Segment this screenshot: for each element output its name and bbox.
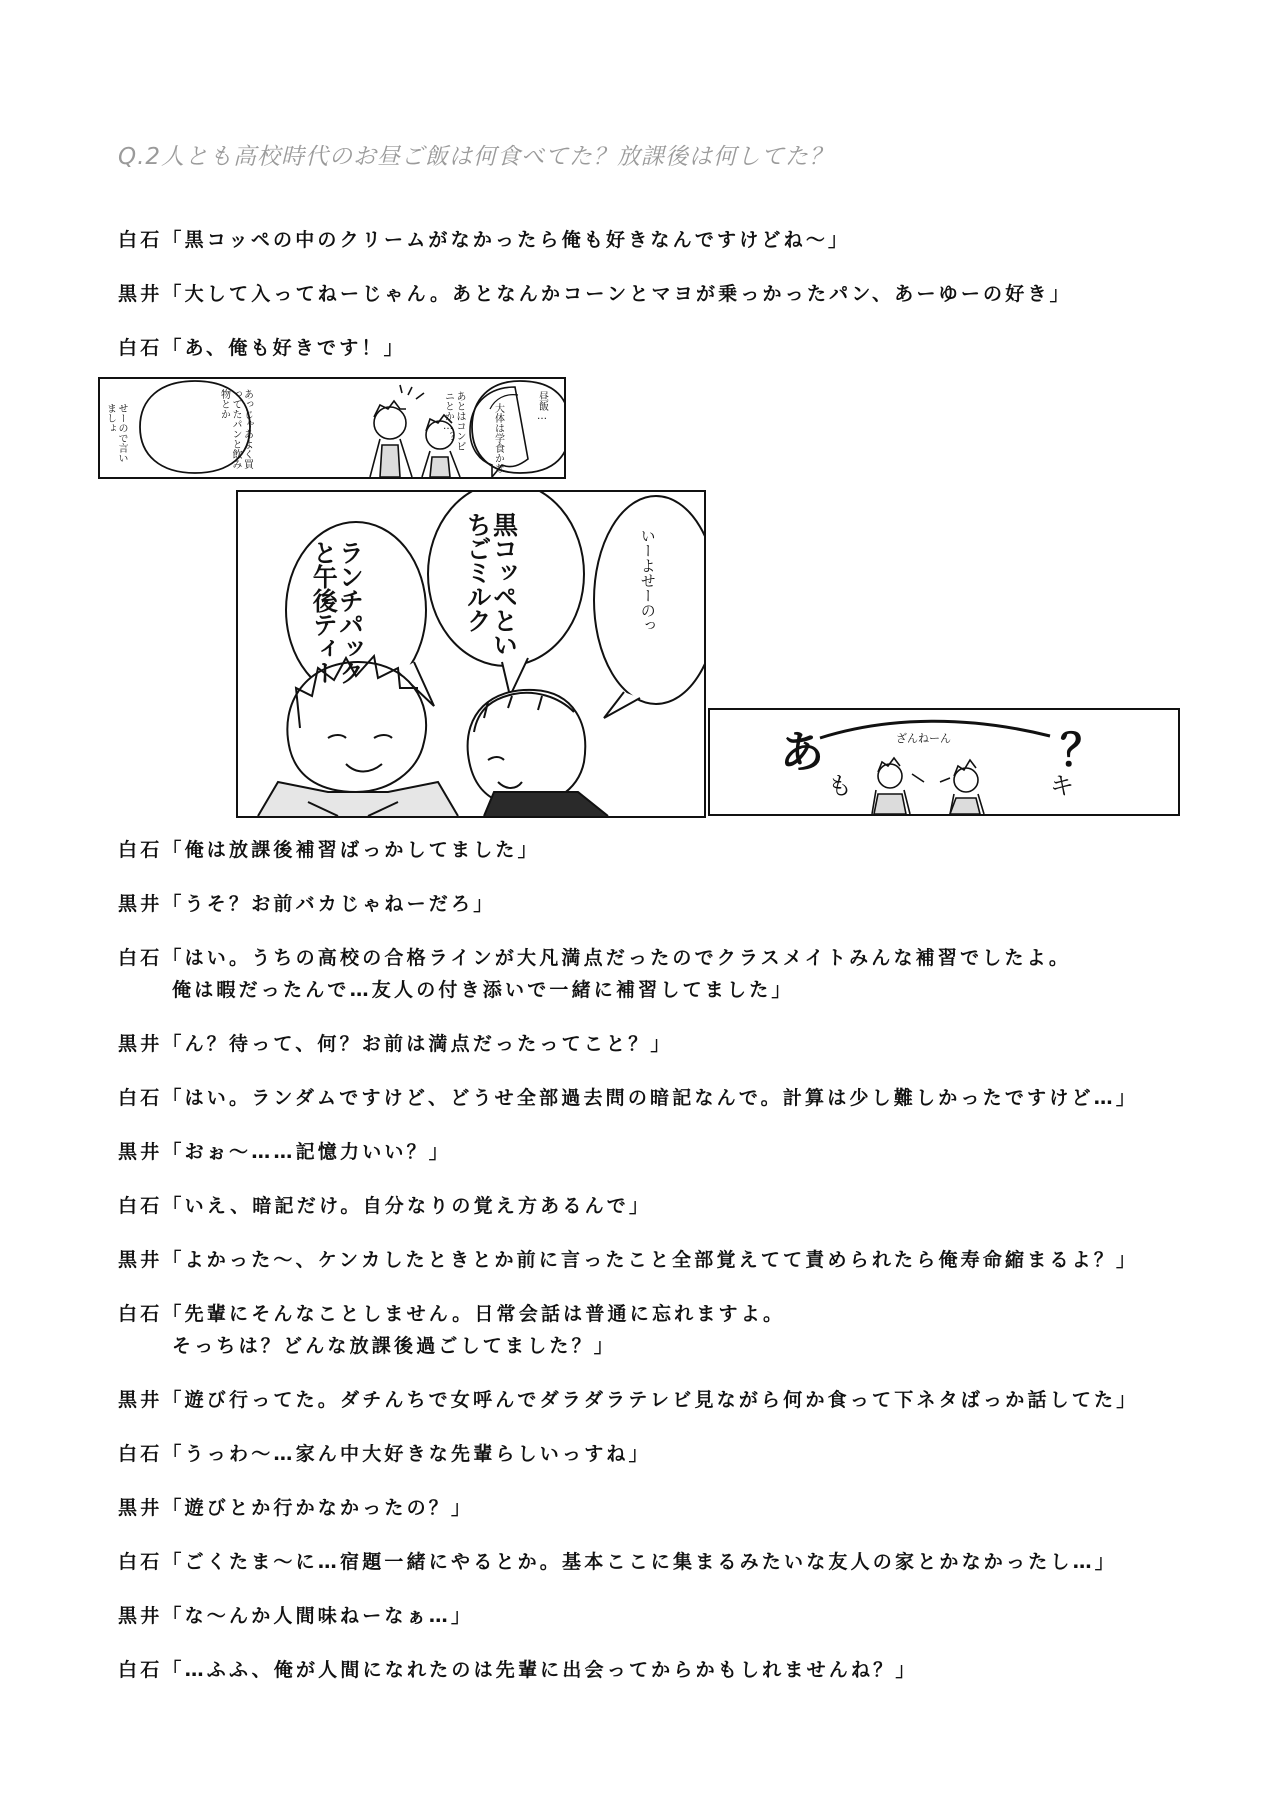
sfx-text: ？ [1060, 725, 1104, 776]
dialogue-line: 白石「あ、俺も好きです！」 [118, 337, 406, 359]
question-heading: Q.2人とも高校時代のお昼ご飯は何食べてた？放課後は何してた？ [118, 144, 834, 170]
speech-bubble-text: 昼飯… [536, 391, 548, 422]
dialogue-line: 黒井「大して入ってねーじゃん。あとなんかコーンとマヨが乗っかったパン、あーゆーの好き」 [118, 283, 1072, 305]
dialogue-line: 黒井「うそ？お前バカじゃねーだろ」 [118, 893, 496, 915]
dialogue-line: 黒井「遊びとか行かなかったの？」 [118, 1497, 474, 1519]
comic-panel-1 [98, 377, 566, 479]
dialogue-line: 白石「いえ、暗記だけ。自分なりの覚え方あるんで」 [118, 1195, 652, 1217]
dialogue-line: 白石「うっわ～…家ん中大好きな先輩らしいっすね」 [118, 1443, 651, 1465]
sfx-small-text: ざんねーん [896, 732, 951, 745]
sfx-text: あ [780, 727, 824, 778]
dialogue-line: 白石「俺は放課後補習ばっかしてました」 [118, 839, 540, 861]
dialogue-line: そっちは？どんな放課後過ごしてました？」 [172, 1335, 617, 1357]
comic-panel-3 [708, 708, 1180, 816]
speech-bubble-text: 大体は学食かな [492, 403, 504, 473]
speech-bubble-text: あっじゃあよく買ってたパンと飲み物とか [218, 389, 253, 469]
speech-bubble-text: あとはコンビニとか…？ [442, 391, 465, 451]
speech-bubble-text: ランチパックと午後ティー [309, 540, 365, 684]
dialogue-line: 黒井「おぉ～……記憶力いい？」 [118, 1141, 452, 1163]
dialogue-line: 白石「先輩にそんなことしません。日常会話は普通に忘れますよ。 [118, 1303, 786, 1325]
sfx-text: も [828, 772, 852, 800]
comic-panel-2 [236, 490, 706, 818]
dialogue-line: 黒井「遊び行ってた。ダチんちで女呼んでダラダラテレビ見ながら何か食って下ネタばっか話してた」 [118, 1389, 1139, 1411]
dialogue-line: 俺は暇だったんで…友人の付き添いで一緒に補習してました」 [172, 979, 794, 1001]
dialogue-line: 白石「…ふふ、俺が人間になれたのは先輩に出会ってからかもしれませんね？」 [118, 1659, 918, 1681]
dialogue-line: 黒井「よかった～、ケンカしたときとか前に言ったこと全部覚えてて責められたら俺寿命縮まるよ？」 [118, 1249, 1139, 1271]
speech-bubble-text: せーので言いましょ [104, 403, 127, 463]
dialogue-line: 白石「黒コッペの中のクリームがなかったら俺も好きなんですけどね～」 [118, 229, 851, 251]
dialogue-line: 黒井「ん？待って、何？お前は満点だったってこと？」 [118, 1033, 673, 1055]
speech-bubble-text: いーよせーのっ [638, 528, 657, 633]
sfx-text: キ [1050, 772, 1074, 800]
dialogue-line: 白石「はい。ランダムですけど、どうせ全部過去問の暗記なんで。計算は少し難しかったですけど…」 [118, 1087, 1139, 1109]
speech-bubble-text: 黒コッペといちごミルク [463, 512, 519, 656]
dialogue-line: 白石「はい。うちの高校の合格ラインが大凡満点だったのでクラスメイトみんな補習でしたよ。 [118, 947, 1072, 969]
dialogue-line: 白石「ごくたま～に…宿題一緒にやるとか。基本ここに集まるみたいな友人の家とかなかったし…」 [118, 1551, 1118, 1573]
dialogue-line: 黒井「な～んか人間味ねーなぁ…」 [118, 1605, 474, 1627]
